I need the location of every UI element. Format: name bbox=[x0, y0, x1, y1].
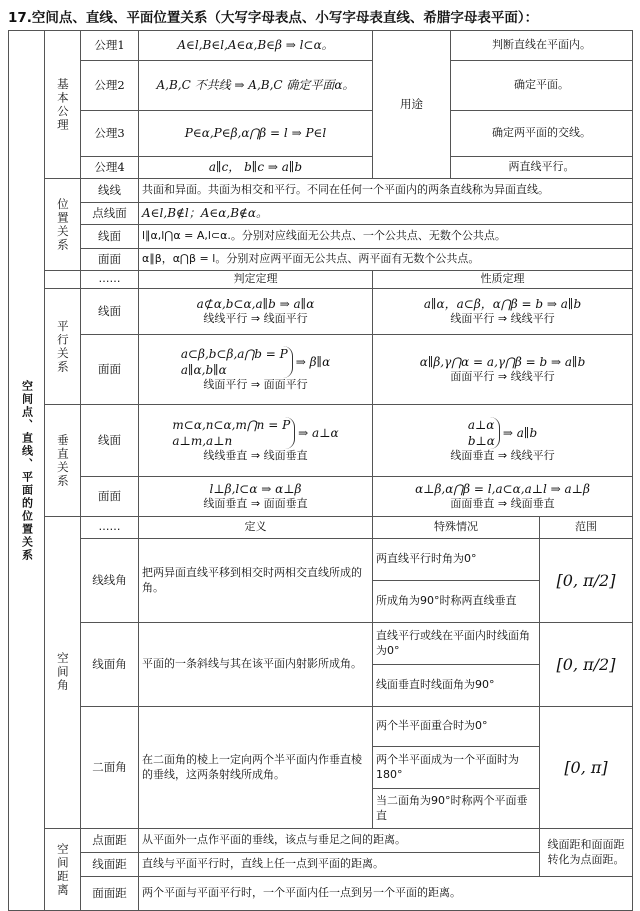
position-label: 位置关系 bbox=[55, 197, 70, 252]
parallel-pp-judge-note: 线面平行 ⇒ 面面平行 bbox=[203, 378, 308, 392]
main-label-cell bbox=[9, 31, 45, 911]
axiom-label: 基本公理 bbox=[55, 77, 70, 132]
distance-2-content: 直线与平面平行时，直线上任一点到平面的距离。 bbox=[139, 853, 540, 877]
angle-1-special-2: 所成角为90°时称两直线垂直 bbox=[373, 581, 540, 623]
axiom-label-cell bbox=[45, 31, 81, 179]
perp-lp-conditions bbox=[172, 417, 295, 449]
parallel-plane-plane-judge bbox=[139, 335, 373, 405]
angle-1-def: 把两异面直线平移到相交时两相交直线所成的角。 bbox=[139, 539, 373, 623]
page-title: 17.空间点、直线、平面位置关系（大写字母表点、小写字母表直线、希腊字母表平面）： bbox=[8, 10, 539, 26]
angle-3-special-2: 两个半平面成为一个平面时为180° bbox=[373, 747, 540, 789]
angle-2-range: [0, π/2] bbox=[540, 623, 633, 707]
perp-lp-prop-brace bbox=[468, 417, 537, 449]
angle-3-name: 二面角 bbox=[81, 707, 139, 829]
position-4-name: 面面 bbox=[81, 249, 139, 271]
position-2-name: 点线面 bbox=[81, 203, 139, 225]
parallel-pp-brace bbox=[181, 346, 330, 378]
perp-lp-cond-1: m⊂α,n⊂α,m⋂n = P bbox=[172, 417, 291, 432]
parallel-line-plane-judge bbox=[139, 289, 373, 335]
perp-lp-prop-cond-2: b⊥α bbox=[467, 434, 495, 449]
angle-header-def: 定义 bbox=[139, 517, 373, 539]
relations-table bbox=[8, 30, 633, 911]
axiom-2-content: A,B,C 不共线 ⇒ A,B,C 确定平面α。 bbox=[139, 61, 373, 111]
parallel-lp-judge-formula: a⊄α,b⊂α,a∥b ⇒ a∥α bbox=[196, 296, 315, 311]
angle-header-dots: …… bbox=[81, 517, 139, 539]
perp-pp-judge-formula: l⊥β,l⊂α ⇒ α⊥β bbox=[209, 481, 302, 496]
perp-pp-prop-note: 面面垂直 ⇒ 线面垂直 bbox=[450, 497, 555, 511]
perp-pp-judge-note: 线面垂直 ⇒ 面面垂直 bbox=[203, 497, 308, 511]
parallel-pp-prop-formula: α∥β,γ⋂α = a,γ⋂β = b ⇒ a∥b bbox=[419, 354, 586, 369]
axiom-1-use: 判断直线在平面内。 bbox=[451, 31, 633, 61]
axiom-4-name: 公理4 bbox=[81, 157, 139, 179]
angle-2-special-2: 线面垂直时线面角为90° bbox=[373, 665, 540, 707]
distance-2-name: 线面距 bbox=[81, 853, 139, 877]
axiom-2-name: 公理2 bbox=[81, 61, 139, 111]
angle-3-def: 在二面角的棱上一定向两个半平面内作垂直棱的垂线，这两条射线所成角。 bbox=[139, 707, 373, 829]
perp-lp-result: ⇒ a⊥α bbox=[298, 425, 339, 440]
angle-header-range: 范围 bbox=[540, 517, 633, 539]
distance-3-content: 两个平面与平面平行时，一个平面内任一点到另一个平面的距离。 bbox=[139, 877, 633, 911]
perp-lp-prop-note: 线面垂直 ⇒ 线线平行 bbox=[450, 449, 555, 463]
judge-theorem-header: 判定定理 bbox=[139, 271, 373, 289]
perp-lp-prop-conditions bbox=[468, 417, 500, 449]
main-label: 空间点、直线、平面的位置关系 bbox=[20, 379, 34, 562]
axiom-2-use: 确定平面。 bbox=[451, 61, 633, 111]
perp-line-plane-name: 线面 bbox=[81, 405, 139, 477]
angle-label: 空间角 bbox=[55, 652, 70, 693]
parallel-pp-cond-1: a⊂β,b⊂β,a⋂b = P bbox=[180, 346, 288, 361]
parallel-lp-judge-note: 线线平行 ⇒ 线面平行 bbox=[203, 312, 308, 326]
position-3-content: l∥α,l⋂α = A,l⊂α.。分别对应线面无公共点、一个公共点、无数个公共点。 bbox=[139, 225, 633, 249]
axiom-1-name: 公理1 bbox=[81, 31, 139, 61]
perp-lp-brace bbox=[172, 417, 338, 449]
axiom-4-content: a∥c， b∥c ⇒ a∥b bbox=[139, 157, 373, 179]
distance-label: 空间距离 bbox=[55, 842, 70, 897]
axiom-3-use: 确定两平面的交线。 bbox=[451, 111, 633, 157]
perp-pp-prop-formula: α⊥β,α⋂β = l,a⊂α,a⊥l ⇒ a⊥β bbox=[415, 481, 590, 496]
theorem-header-dots: …… bbox=[81, 271, 139, 289]
perp-line-plane-prop bbox=[373, 405, 633, 477]
angle-2-name: 线面角 bbox=[81, 623, 139, 707]
angle-3-special-1: 两个半平面重合时为0° bbox=[373, 707, 540, 747]
angle-2-special-1: 直线平行或线在平面内时线面角为0° bbox=[373, 623, 540, 665]
position-1-name: 线线 bbox=[81, 179, 139, 203]
distance-label-cell bbox=[45, 829, 81, 911]
distance-1-name: 点面距 bbox=[81, 829, 139, 853]
parallel-plane-plane-prop bbox=[373, 335, 633, 405]
position-4-content: α∥β，α⋂β = l。分别对应两平面无公共点、两平面有无数个公共点。 bbox=[139, 249, 633, 271]
parallel-label: 平行关系 bbox=[55, 319, 70, 374]
angle-2-def: 平面的一条斜线与其在该平面内射影所成角。 bbox=[139, 623, 373, 707]
perp-lp-judge-note: 线线垂直 ⇒ 线面垂直 bbox=[203, 449, 308, 463]
parallel-pp-result: ⇒ β∥α bbox=[295, 354, 331, 369]
angle-header-special: 特殊情况 bbox=[373, 517, 540, 539]
perp-label-cell bbox=[45, 405, 81, 517]
parallel-pp-conditions bbox=[181, 346, 293, 378]
perp-line-plane-judge bbox=[139, 405, 373, 477]
parallel-lp-prop-note: 线面平行 ⇒ 线线平行 bbox=[450, 312, 555, 326]
axiom-3-content: P∈α,P∈β,α⋂β = l ⇒ P∈l bbox=[139, 111, 373, 157]
perp-lp-prop-cond-1: a⊥α bbox=[467, 417, 495, 432]
angle-1-name: 线线角 bbox=[81, 539, 139, 623]
parallel-line-plane-name: 线面 bbox=[81, 289, 139, 335]
parallel-plane-plane-name: 面面 bbox=[81, 335, 139, 405]
parallel-line-plane-prop bbox=[373, 289, 633, 335]
angle-3-range: [0, π] bbox=[540, 707, 633, 829]
angle-label-cell bbox=[45, 517, 81, 829]
property-theorem-header: 性质定理 bbox=[373, 271, 633, 289]
perp-plane-plane-judge bbox=[139, 477, 373, 517]
angle-1-special-1: 两直线平行时角为0° bbox=[373, 539, 540, 581]
parallel-pp-prop-note: 面面平行 ⇒ 线线平行 bbox=[450, 370, 555, 384]
distance-note: 线面距和面面距转化为点面距。 bbox=[540, 829, 633, 877]
perp-lp-prop-result: ⇒ a∥b bbox=[502, 425, 538, 440]
perp-label: 垂直关系 bbox=[55, 433, 70, 488]
distance-1-content: 从平面外一点作平面的垂线，该点与垂足之间的距离。 bbox=[139, 829, 540, 853]
axiom-4-use: 两直线平行。 bbox=[451, 157, 633, 179]
perp-lp-cond-2: a⊥m,a⊥n bbox=[172, 434, 233, 449]
perp-plane-plane-prop bbox=[373, 477, 633, 517]
position-label-cell bbox=[45, 179, 81, 271]
theorem-header-blank bbox=[45, 271, 81, 289]
parallel-lp-prop-formula: a∥α，a⊂β，α⋂β = b ⇒ a∥b bbox=[423, 296, 582, 311]
axiom-3-name: 公理3 bbox=[81, 111, 139, 157]
angle-1-range: [0, π/2] bbox=[540, 539, 633, 623]
axiom-use-label: 用途 bbox=[373, 31, 451, 179]
axiom-1-content: A∈l,B∈l,A∈α,B∈β ⇒ l⊂α。 bbox=[139, 31, 373, 61]
position-3-name: 线面 bbox=[81, 225, 139, 249]
distance-3-name: 面面距 bbox=[81, 877, 139, 911]
perp-plane-plane-name: 面面 bbox=[81, 477, 139, 517]
angle-3-special-3: 当二面角为90°时称两个平面垂直 bbox=[373, 789, 540, 829]
parallel-pp-cond-2: a∥α,b∥α bbox=[180, 363, 227, 378]
position-2-content: A∈l,B∉l；A∈α,B∉α。 bbox=[139, 203, 633, 225]
position-1-content: 共面和异面。共面为相交和平行。不同在任何一个平面内的两条直线称为异面直线。 bbox=[139, 179, 633, 203]
parallel-label-cell bbox=[45, 289, 81, 405]
